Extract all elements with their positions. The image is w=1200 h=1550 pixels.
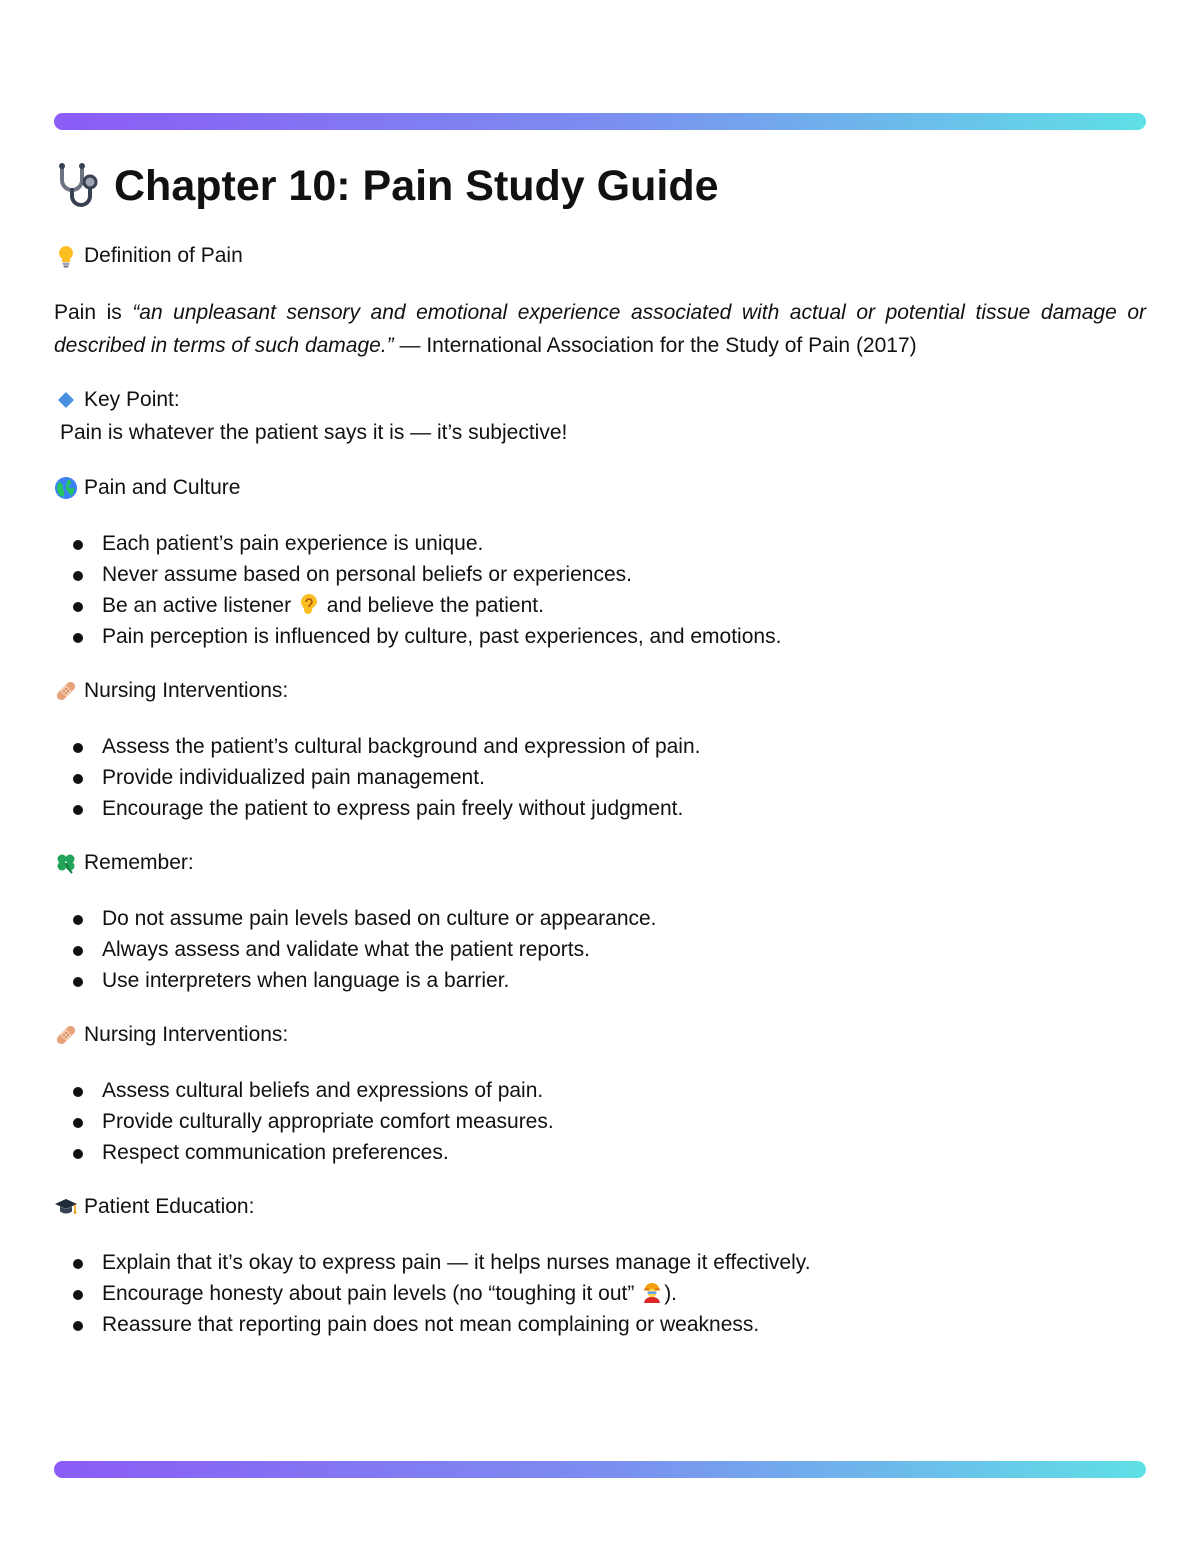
definition-attribution: — International Association for the Study of Pain (2017)	[393, 334, 917, 357]
list-item: Assess cultural beliefs and expressions of pain.	[54, 1075, 1146, 1106]
key-point-text: Pain is whatever the patient says it is — it’s subjective!	[60, 421, 568, 444]
honesty-text-after: ).	[664, 1282, 678, 1305]
top-gradient-rule	[54, 113, 1146, 130]
bandage-icon	[54, 1023, 78, 1047]
globe-icon	[54, 476, 78, 500]
study-guide-content	[54, 158, 1146, 1340]
interventions-list-2	[54, 1075, 1146, 1168]
listener-text-after: and believe the patient.	[320, 594, 544, 617]
list-item: Do not assume pain levels based on culture or appearance.	[54, 903, 1146, 934]
list-item: Respect communication preferences.	[54, 1137, 1146, 1168]
culture-heading	[54, 474, 1146, 502]
bandage-icon	[54, 679, 78, 703]
clover-icon	[54, 851, 78, 875]
list-item: Use interpreters when language is a barrier.	[54, 965, 1146, 996]
worker-icon	[642, 1281, 662, 1303]
education-list	[54, 1247, 1146, 1340]
list-item: Provide culturally appropriate comfort measures.	[54, 1106, 1146, 1137]
lightbulb-icon	[54, 244, 78, 268]
list-item: Reassure that reporting pain does not mean complaining or weakness.	[54, 1309, 1146, 1340]
definition-paragraph	[54, 296, 1146, 362]
list-item: Assess the patient’s cultural background and expression of pain.	[54, 731, 1146, 762]
culture-list	[54, 528, 1146, 652]
education-heading	[54, 1193, 1146, 1221]
ear-icon	[299, 593, 319, 615]
definition-lead: Pain is	[54, 301, 133, 324]
listener-text-before: Be an active listener	[102, 594, 297, 617]
remember-heading	[54, 849, 1146, 877]
key-point-heading	[54, 386, 1146, 414]
blue-diamond-icon	[54, 388, 78, 412]
page-title	[54, 158, 1146, 214]
list-item: Pain perception is influenced by culture, past experiences, and emotions.	[54, 621, 1146, 652]
list-item: Explain that it’s okay to express pain — it helps nurses manage it effectively.	[54, 1247, 1146, 1278]
interventions-heading-2-text: Nursing Interventions:	[84, 1023, 289, 1046]
interventions-heading-1	[54, 677, 1146, 705]
key-point-heading-text: Key Point:	[84, 388, 180, 411]
list-item: Encourage the patient to express pain freely without judgment.	[54, 793, 1146, 824]
page-title-text: Chapter 10: Pain Study Guide	[114, 162, 719, 210]
list-item	[54, 590, 1146, 621]
list-item	[54, 1278, 1146, 1309]
stethoscope-icon	[54, 160, 106, 212]
definition-quote: “an unpleasant sensory and emotional experience associated with actual or potential tissue damage or described in terms of such damage.”	[54, 301, 1146, 357]
remember-heading-text: Remember:	[84, 851, 194, 874]
list-item: Each patient’s pain experience is unique.	[54, 528, 1146, 559]
education-heading-text: Patient Education:	[84, 1195, 255, 1218]
culture-heading-text: Pain and Culture	[84, 476, 241, 499]
list-item: Always assess and validate what the patient reports.	[54, 934, 1146, 965]
graduation-cap-icon	[54, 1195, 78, 1219]
interventions-list-1	[54, 731, 1146, 824]
interventions-heading-2	[54, 1021, 1146, 1049]
honesty-text-before: Encourage honesty about pain levels (no “toughing it out”	[102, 1282, 641, 1305]
interventions-heading-1-text: Nursing Interventions:	[84, 679, 289, 702]
remember-list	[54, 903, 1146, 996]
definition-heading	[54, 242, 1146, 270]
bottom-gradient-rule	[54, 1461, 1146, 1478]
definition-heading-text: Definition of Pain	[84, 244, 243, 267]
list-item: Provide individualized pain management.	[54, 762, 1146, 793]
list-item: Never assume based on personal beliefs or experiences.	[54, 559, 1146, 590]
